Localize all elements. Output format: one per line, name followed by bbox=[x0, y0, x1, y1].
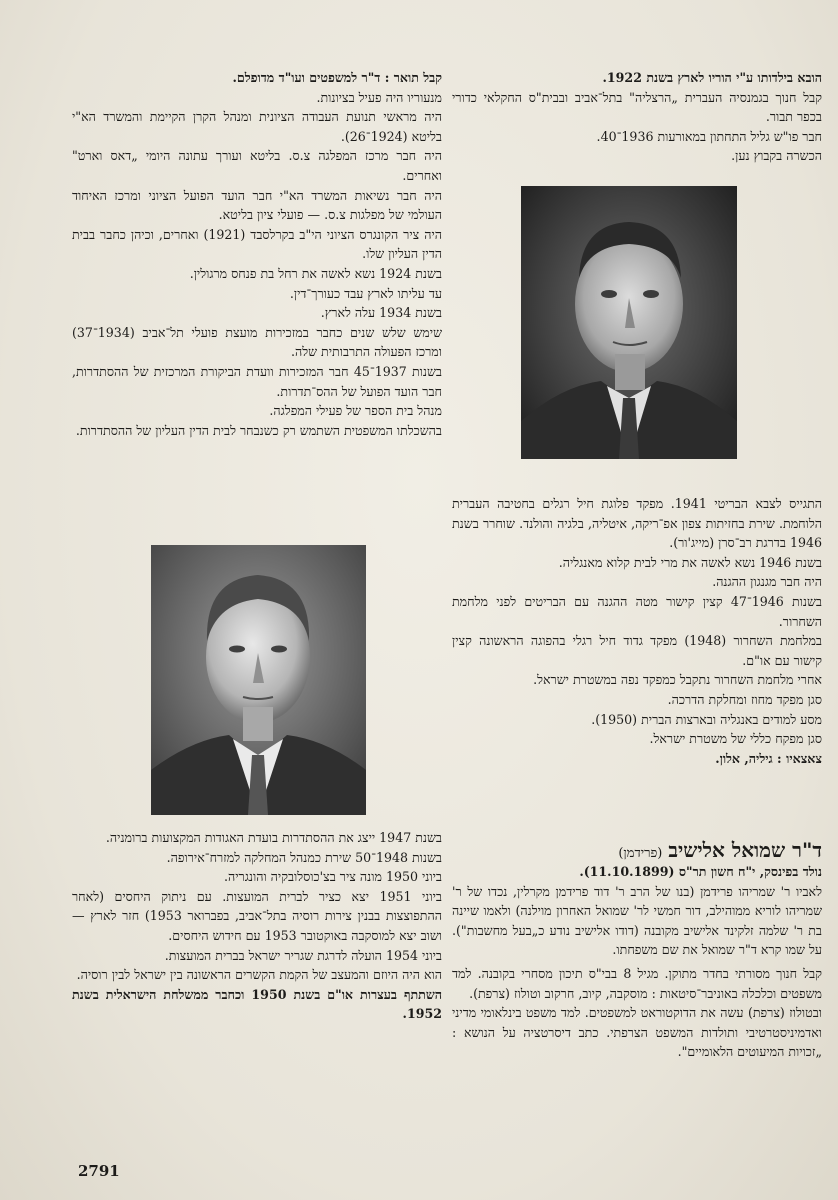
paragraph: קבל תואר : ד"ר למשפטים ועו"ד מדופלם. bbox=[232, 70, 442, 85]
portrait-photo-officer bbox=[521, 186, 737, 459]
bottom-left-column bbox=[72, 828, 442, 1024]
paragraph: היה חבר מרכז המפלגה צ.ס. בליטא ועורך עתונה היומי „דאס וארט" ואחרים. bbox=[72, 148, 442, 183]
paragraph: סגן מפקח כללי של משטרת ישראל. bbox=[649, 731, 822, 747]
paragraph: ביוני 1954 הועלה לדרגת שגריר ישראל בברית המועצות. bbox=[164, 947, 442, 963]
paragraph: הוא היה היוזם והמעצב של הקמת הקשרים הראשונה בין ישראל לבין רוסיה. bbox=[76, 967, 442, 983]
paragraph: מנהל בית הספר של פעילי המפלגה. bbox=[269, 403, 442, 419]
paragraph: לאביו ר' שמריהו פרידמן (בנו של הרב ר' דוד פרידמן מקרלין, נכדו של ר' שמריהו לוריא ממוהילב, דור חמשי לר' שמואל האחרון מוילנה) ולאמו שיינה בת ר' שלמה זלקינד אלישיב מקובנה (דודו אלישיב נודע כ„בעל מחשבות"). על שמו קרא ד"ר שמואל את שם משפחתו. bbox=[452, 883, 822, 958]
paragraph: הכשרה בקבוץ נען. bbox=[731, 148, 822, 164]
paragraph: היה חבר נשיאות המשרד הא"י חבר הועד הפועל הציוני ומרכז האיחוד העולמי של מפלגות צ.ס. — פועלי ציון בליטא. bbox=[72, 187, 442, 223]
paragraph: קבל חנוך מסורתי בחדר מתוקן. מגיל 8 בבי"ס תיכון מסחרי בקובנה. למד משפטים וכלכלה באוניבר־סיטאות : מוסקבה, קיוב, חרקוב וטולוז (צרפת). bbox=[452, 965, 822, 1001]
paragraph: שימש שלש שנים כחבר במזכירות מועצת פועלי תל־אביב (1934־37) ומרכז הפעולה התרבותית שלה. bbox=[72, 324, 442, 360]
paragraph: הובא בילדותו ע"י הוריו לארץ בשנת 1922. bbox=[602, 70, 822, 85]
paragraph: בשנת 1946 נשא לאשה את מרי לבית קלוא מאנגליה. bbox=[558, 554, 822, 570]
paragraph: אחרי מלחמת השחרור נתקבל כמפקד נפה במשטרת ישראל. bbox=[533, 672, 822, 688]
paragraph: השתתף בעצרות או"ם בשנת 1950 וכחבר ממשלחת הישראלית בשנת 1952. bbox=[72, 986, 442, 1022]
paragraph: ביוני 1950 מונה ציר בצ'כוסלובקיה והונגריה. bbox=[223, 869, 442, 885]
top-left-column bbox=[72, 68, 442, 440]
paragraph: בהשכלתו המשפטית השתמש רק כשנבחר לבית הדין העליון של ההסתדרות. bbox=[75, 422, 442, 438]
paragraph: עד עליתו לארץ עבד כעורך־דין. bbox=[289, 285, 442, 301]
page-number: 2791 bbox=[78, 1162, 120, 1180]
paragraph: מנעוריו היה פעיל בציונות. bbox=[316, 89, 442, 105]
paragraph: היה ציר הקונגרס הציוני הי"ב בקרלסבד (1921) ואחרים, וכיהן כחבר בבית הדין העליון שלו. bbox=[72, 226, 442, 262]
portrait-photo-diplomat bbox=[151, 545, 366, 815]
former-surname: (פרידמן) bbox=[618, 846, 663, 861]
paragraph: היה מראשי תנועת העבודה הציונית ומנהל הקרן הקיימת והמשרד הא"י בליטא (1924־26). bbox=[72, 109, 442, 144]
paragraph: קבל חנוך בגמנסיה העברית „הרצליה" בתל־אביב ובבית"ס החקלאי כדורי בכפר תבור. bbox=[452, 89, 822, 125]
biography-heading bbox=[452, 838, 822, 863]
paragraph: התגייס לצבא הבריטי 1941. מפקד פלוגת חיל רגלים בחטיבה העברית הלוחמת. שירת בחזיתות צפון אפ־ריקה, איטליה, בלגיה והולנד. שוחרר בשנת 1946 בדרגת רב־סרן (מייג'ור). bbox=[452, 496, 823, 551]
bottom-right-upper-column bbox=[452, 494, 822, 768]
paragraph: סגן מפקד מחוז ומחלקת הדרכה. bbox=[667, 691, 822, 707]
paragraph: חבר פו"ש גליל התחתון במאורעות 1936־40. bbox=[596, 128, 822, 144]
paragraph: ביוני 1951 יצא כציר לברית המועצות. עם ניתוק היחסים (לאחר ההתפוצצות בבנין צירות רוסיה בתל־אביב, בפברואר 1953) חזר לארץ — ושוב יצא למוסקבה באוקטובר 1953 עם חידוש היחסים. bbox=[72, 888, 442, 943]
paragraph: נולד בפינסק, י"ח חשון תר"ס (11.10.1899). bbox=[579, 864, 822, 879]
paragraph: מסע למודים באנגליה ובארצות הברית (1950). bbox=[591, 711, 822, 727]
bottom-right-bio-column bbox=[452, 862, 822, 1062]
paragraph: בשנת 1934 עלה לארץ. bbox=[320, 305, 442, 321]
paragraph: בשנות 1937־45 חבר המזכירות וועדת הביקורת המרכזית של ההסתדרות, חבר הועד הפועל של ההס־תדרות. bbox=[72, 363, 442, 399]
top-right-column bbox=[452, 68, 822, 166]
paragraph: בשנת 1924 נשא לאשה את רחל בת פנחס מרגולין. bbox=[189, 265, 442, 281]
paragraph: בשנות 1948־50 שירת כמנהל המחלקה למזרח־אירופה. bbox=[166, 849, 442, 865]
paragraph: ובטולוז (צרפת) עשה את הדוקטוראט למשפטים. למד משפט בינלאומי מדיני ואדמיניסטרטיבי ותולדות המשפט הצרפתי. כתב דיסרטציה על הנושא : „זכויות המיעוטים הלאומיים". bbox=[452, 1005, 822, 1060]
paragraph: צאצאיו : גיליה, אלון. bbox=[715, 750, 822, 766]
paragraph: במלחמת השחרור (1948) מפקד גדוד חיל רגלי בהפוגה הראשונה קצין קישור עם או"ם. bbox=[452, 633, 822, 668]
paragraph: בשנות 1946־47 קצין קישור מטה ההגנה עם הבריטים לפני מלחמת השחרור. bbox=[452, 593, 822, 629]
person-name: ד"ר שמואל אלישיב bbox=[668, 838, 822, 862]
paragraph: היה חבר מגנגון ההגנה. bbox=[712, 574, 822, 590]
paragraph: בשנת 1947 ייצג את ההסתדרות בועדת האגודות המקצועות ברומניה. bbox=[105, 830, 442, 845]
